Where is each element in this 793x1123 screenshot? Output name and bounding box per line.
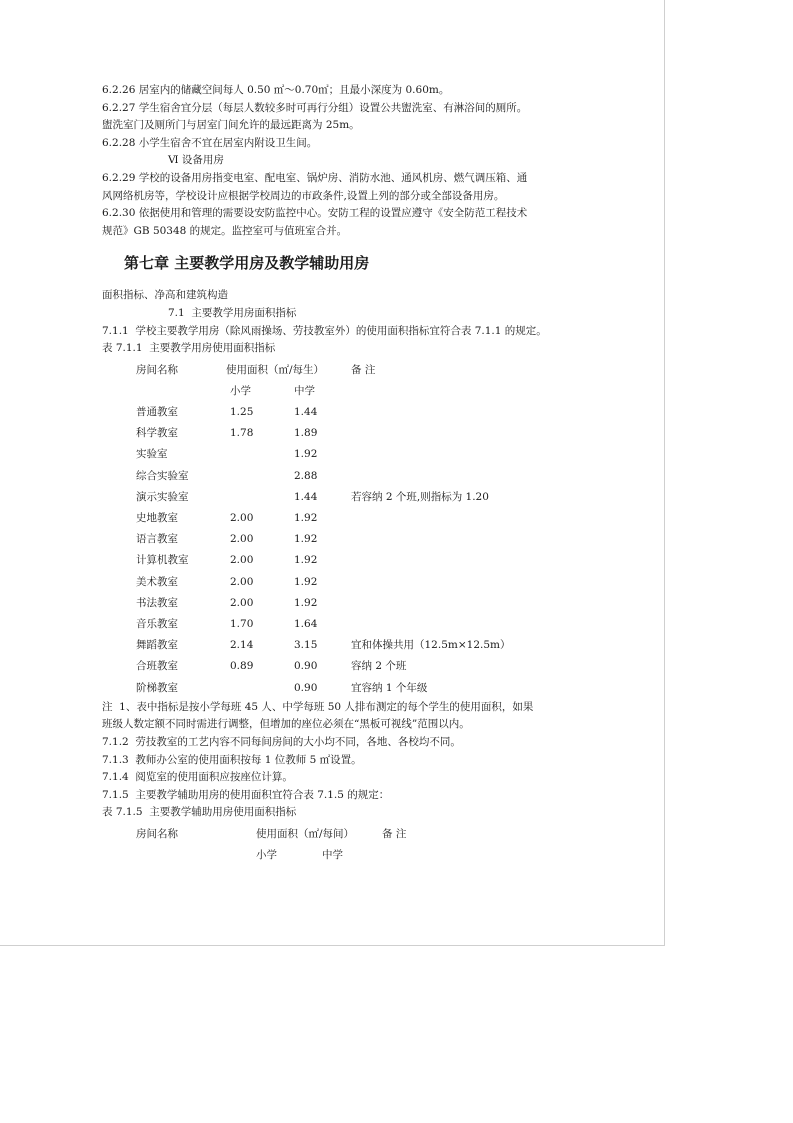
cell-middle: 1.64 bbox=[294, 617, 318, 630]
cell-room-name: 书法教室 bbox=[136, 596, 178, 609]
chapter-subtitle: 面积指标、净高和建筑构造 bbox=[102, 289, 228, 302]
table-row bbox=[102, 678, 582, 699]
cell-primary: 2.14 bbox=[230, 639, 254, 652]
cell-primary: 2.00 bbox=[230, 554, 254, 567]
clause-6-2-26: 6.2.26 居室内的储藏空间每人 0.50 ㎡～0.70㎡；且最小深度为 0.60m。 bbox=[102, 84, 450, 96]
cell-middle: 1.92 bbox=[294, 575, 318, 588]
cell-note: 若容纳 2 个班,则指标为 1.20 bbox=[351, 490, 489, 503]
cell-room-name: 阶梯教室 bbox=[136, 681, 178, 694]
cell-middle: 1.44 bbox=[294, 406, 318, 419]
cell-room-name: 美术教室 bbox=[136, 575, 178, 588]
table2-subheader-row bbox=[102, 845, 582, 866]
cell-middle: 1.92 bbox=[294, 512, 318, 525]
header-remark: 备 注 bbox=[351, 363, 376, 376]
table-row bbox=[102, 635, 582, 656]
cell-middle: 0.90 bbox=[294, 660, 318, 673]
header-primary: 小学 bbox=[230, 384, 251, 397]
cell-room-name: 语言教室 bbox=[136, 533, 178, 546]
cell-middle: 1.92 bbox=[294, 554, 318, 567]
cell-primary: 1.25 bbox=[230, 406, 254, 419]
table-note-line2: 班级人数定额不同时需进行调整，但增加的座位必须在“黑板可视线”范围以内。 bbox=[102, 718, 470, 731]
cell-middle: 1.92 bbox=[294, 533, 318, 546]
cell-primary: 0.89 bbox=[230, 660, 254, 673]
cell-room-name: 合班教室 bbox=[136, 660, 178, 673]
table2-header-primary: 小学 bbox=[256, 848, 277, 861]
clause-7-1-1: 7.1.1 学校主要教学用房（除风雨操场、劳技教室外）的使用面积指标宜符合表 7.1.1 的规定。 bbox=[102, 324, 547, 337]
clause-6-2-29-line2: 风网络机房等，学校设计应根据学校周边的市政条件,设置上列的部分或全部设备用房。 bbox=[102, 189, 505, 202]
table2-header-middle: 中学 bbox=[322, 848, 343, 861]
cell-note: 容纳 2 个班 bbox=[351, 660, 407, 673]
cell-primary: 2.00 bbox=[230, 512, 254, 525]
cell-primary: 2.00 bbox=[230, 533, 254, 546]
table2-header-area: 使用面积（㎡/每间） bbox=[256, 827, 355, 840]
table-row bbox=[102, 508, 582, 529]
table-row bbox=[102, 466, 582, 487]
table-row bbox=[102, 444, 582, 465]
table-row bbox=[102, 572, 582, 593]
table-row bbox=[102, 550, 582, 571]
cell-note: 宜和体操共用（12.5m×12.5m） bbox=[351, 639, 511, 652]
cell-room-name: 综合实验室 bbox=[136, 469, 189, 482]
table2-header-remark: 备 注 bbox=[382, 827, 407, 840]
clause-6-2-30-line2: 规范》GB 50348 的规定。监控室可与值班室合并。 bbox=[102, 224, 348, 237]
cell-primary: 1.78 bbox=[230, 427, 254, 440]
clause-7-1-4: 7.1.4 阅览室的使用面积应按座位计算。 bbox=[102, 771, 293, 784]
cell-room-name: 史地教室 bbox=[136, 512, 178, 525]
clause-6-2-27-line2: 盥洗室门及厕所门与居室门间允许的最远距离为 25m。 bbox=[102, 119, 360, 132]
cell-room-name: 音乐教室 bbox=[136, 617, 178, 630]
cell-note: 宜容纳 1 个年级 bbox=[351, 681, 428, 694]
table-row bbox=[102, 614, 582, 635]
table-row bbox=[102, 423, 582, 444]
header-room-name: 房间名称 bbox=[136, 363, 178, 376]
clause-6-2-28: 6.2.28 小学生宿舍不宜在居室内附设卫生间。 bbox=[102, 136, 318, 149]
cell-middle: 0.90 bbox=[294, 681, 318, 694]
cell-room-name: 舞蹈教室 bbox=[136, 639, 178, 652]
table-7-1-1 bbox=[102, 360, 582, 699]
cell-room-name: 实验室 bbox=[136, 448, 168, 461]
cell-room-name: 科学教室 bbox=[136, 427, 178, 440]
clause-7-1-5: 7.1.5 主要教学辅助用房的使用面积宜符合表 7.1.5 的规定： bbox=[102, 788, 390, 801]
table-7-1-5-caption: 表 7.1.5 主要教学辅助用房使用面积指标 bbox=[102, 806, 297, 819]
clause-6-2-30-line1: 6.2.30 依据使用和管理的需要设安防监控中心。安防工程的设置应遵守《安全防范工程技术 bbox=[102, 207, 528, 220]
cell-primary: 1.70 bbox=[230, 617, 254, 630]
table-body bbox=[102, 402, 582, 699]
cell-middle: 1.89 bbox=[294, 427, 318, 440]
table-row bbox=[102, 487, 582, 508]
table-note-line1: 注 1、表中指标是按小学每班 45 人、中学每班 50 人排布测定的每个学生的使用面积，如果 bbox=[102, 700, 534, 713]
table-header-row bbox=[102, 360, 582, 381]
table-7-1-5 bbox=[102, 824, 582, 866]
chapter-title: 第七章 主要教学用房及教学辅助用房 bbox=[124, 254, 370, 273]
header-area: 使用面积（㎡/每生） bbox=[226, 363, 325, 376]
cell-middle: 1.92 bbox=[294, 596, 318, 609]
table2-header-room-name: 房间名称 bbox=[136, 827, 178, 840]
clause-7-1-2: 7.1.2 劳技教室的工艺内容不同每间房间的大小均不同，各地、各校均不同。 bbox=[102, 735, 461, 748]
document-body bbox=[102, 82, 582, 866]
clause-6-2-27-line1: 6.2.27 学生宿舍宜分层（每层人数较多时可再行分组）设置公共盥洗室、有淋浴间的厕所。 bbox=[102, 101, 528, 114]
table-7-1-1-caption: 表 7.1.1 主要教学用房使用面积指标 bbox=[102, 342, 276, 355]
cell-primary: 2.00 bbox=[230, 596, 254, 609]
table-row bbox=[102, 402, 582, 423]
header-middle: 中学 bbox=[294, 384, 315, 397]
table-subheader-row bbox=[102, 381, 582, 402]
cell-middle: 1.92 bbox=[294, 448, 318, 461]
cell-middle: 1.44 bbox=[294, 490, 318, 503]
cell-middle: 3.15 bbox=[294, 639, 318, 652]
table-row bbox=[102, 529, 582, 550]
cell-room-name: 计算机教室 bbox=[136, 554, 189, 567]
section-7-1-heading: 7.1 主要教学用房面积指标 bbox=[168, 306, 297, 319]
clause-6-2-29-line1: 6.2.29 学校的设备用房指变电室、配电室、锅炉房、消防水池、通风机房、燃气调压箱、通 bbox=[102, 171, 528, 184]
table2-header-row bbox=[102, 824, 582, 845]
cell-room-name: 普通教室 bbox=[136, 406, 178, 419]
subsection-equipment-rooms: Ⅵ 设备用房 bbox=[168, 154, 224, 167]
table-row bbox=[102, 656, 582, 677]
cell-primary: 2.00 bbox=[230, 575, 254, 588]
cell-middle: 2.88 bbox=[294, 469, 318, 482]
table-row bbox=[102, 593, 582, 614]
cell-room-name: 演示实验室 bbox=[136, 490, 189, 503]
clause-7-1-3: 7.1.3 教师办公室的使用面积按每 1 位教师 5 ㎡设置。 bbox=[102, 753, 362, 766]
